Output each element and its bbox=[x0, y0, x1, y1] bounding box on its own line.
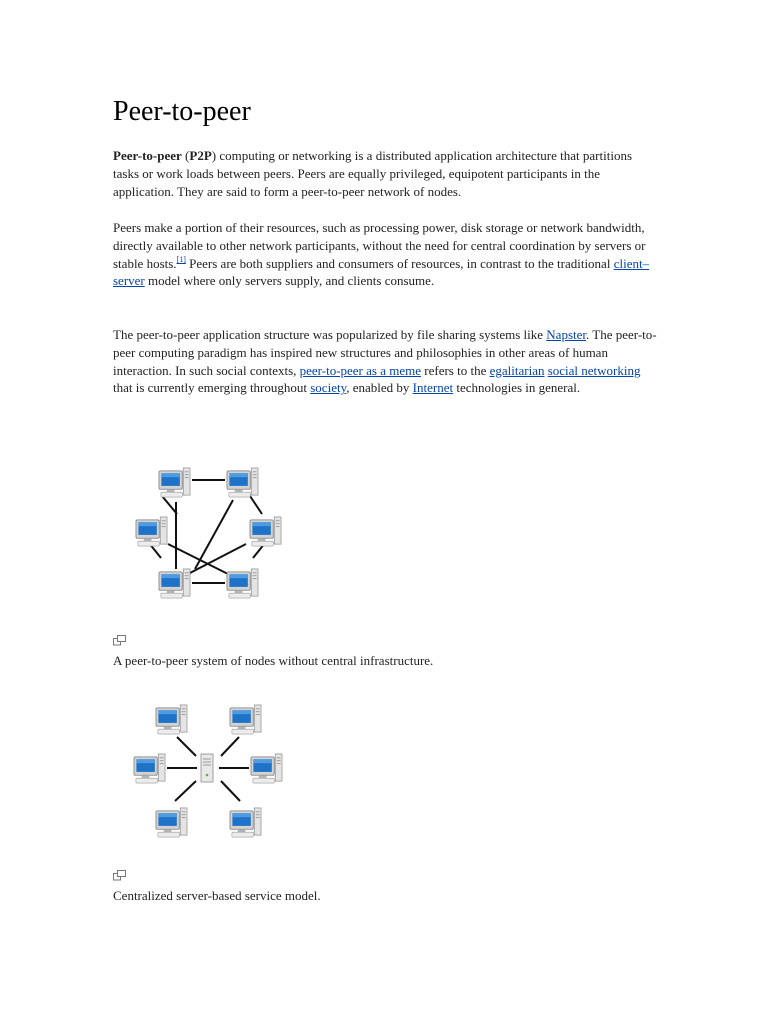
client-server-link[interactable]: client–server bbox=[113, 255, 650, 289]
peer-computer-icon bbox=[159, 569, 190, 598]
client-computer-icon bbox=[156, 705, 187, 734]
peer-computer-icon bbox=[227, 569, 258, 598]
society-link[interactable]: society bbox=[310, 380, 347, 396]
social-networking-link[interactable]: social networking bbox=[547, 362, 641, 378]
client-computer-icon bbox=[156, 808, 187, 837]
central-server-icon bbox=[201, 754, 213, 782]
client-computer-icon bbox=[134, 754, 165, 783]
peer-computer-icon bbox=[159, 468, 190, 497]
peer-computer-icon bbox=[250, 517, 281, 546]
peer-computer-icon bbox=[136, 517, 167, 546]
bold-term: Peer-to-peer bbox=[113, 148, 182, 163]
client-computer-icon bbox=[230, 808, 261, 837]
enlarge-icon[interactable] bbox=[113, 868, 126, 879]
figure-caption: Centralized server-based service model. bbox=[113, 888, 321, 903]
paragraph-resources: Peers make a portion of their resources, such as processing power, disk storage or network bandwidth, directly available to other network participants, without the need for central coordination by servers or stable hosts.[1] Peers are both suppliers and consumers of resources, in contrast to the traditional client–server model where only servers supply, and clients consume. bbox=[113, 220, 650, 289]
abbreviation: P2P bbox=[189, 148, 212, 163]
internet-link[interactable]: Internet bbox=[412, 380, 454, 396]
page-title: Peer-to-peer bbox=[113, 96, 251, 127]
server-based-diagram[interactable] bbox=[133, 693, 288, 843]
enlarge-icon[interactable] bbox=[113, 633, 126, 644]
figure-caption: A peer-to-peer system of nodes without central infrastructure. bbox=[113, 653, 434, 668]
p2p-meme-link[interactable]: peer-to-peer as a meme bbox=[299, 362, 422, 378]
paragraph-history: The peer-to-peer application structure was popularized by file sharing systems like Napster. The peer-to-peer computing paradigm has inspired new structures and philosophies in other areas of human interaction. In such social contexts, peer-to-peer as a meme refers to the egalitarian social networking that is currently emerging throughout society, enabled by Internet technologies in general. bbox=[113, 327, 657, 396]
napster-link[interactable]: Napster bbox=[546, 327, 587, 342]
client-computer-icon bbox=[230, 705, 261, 734]
peer-computer-icon bbox=[227, 468, 258, 497]
client-computer-icon bbox=[251, 754, 282, 783]
p2p-network-diagram[interactable] bbox=[133, 456, 288, 606]
citation-link[interactable]: [1] bbox=[176, 254, 186, 264]
paragraph-intro: Peer-to-peer (P2P) computing or networking is a distributed application architecture that partitions tasks or work loads between peers. Peers are equally privileged, equipotent participants in the application. They are said to form a peer-to-peer network of nodes. bbox=[113, 148, 633, 199]
egalitarian-link[interactable]: egalitarian bbox=[489, 362, 545, 378]
